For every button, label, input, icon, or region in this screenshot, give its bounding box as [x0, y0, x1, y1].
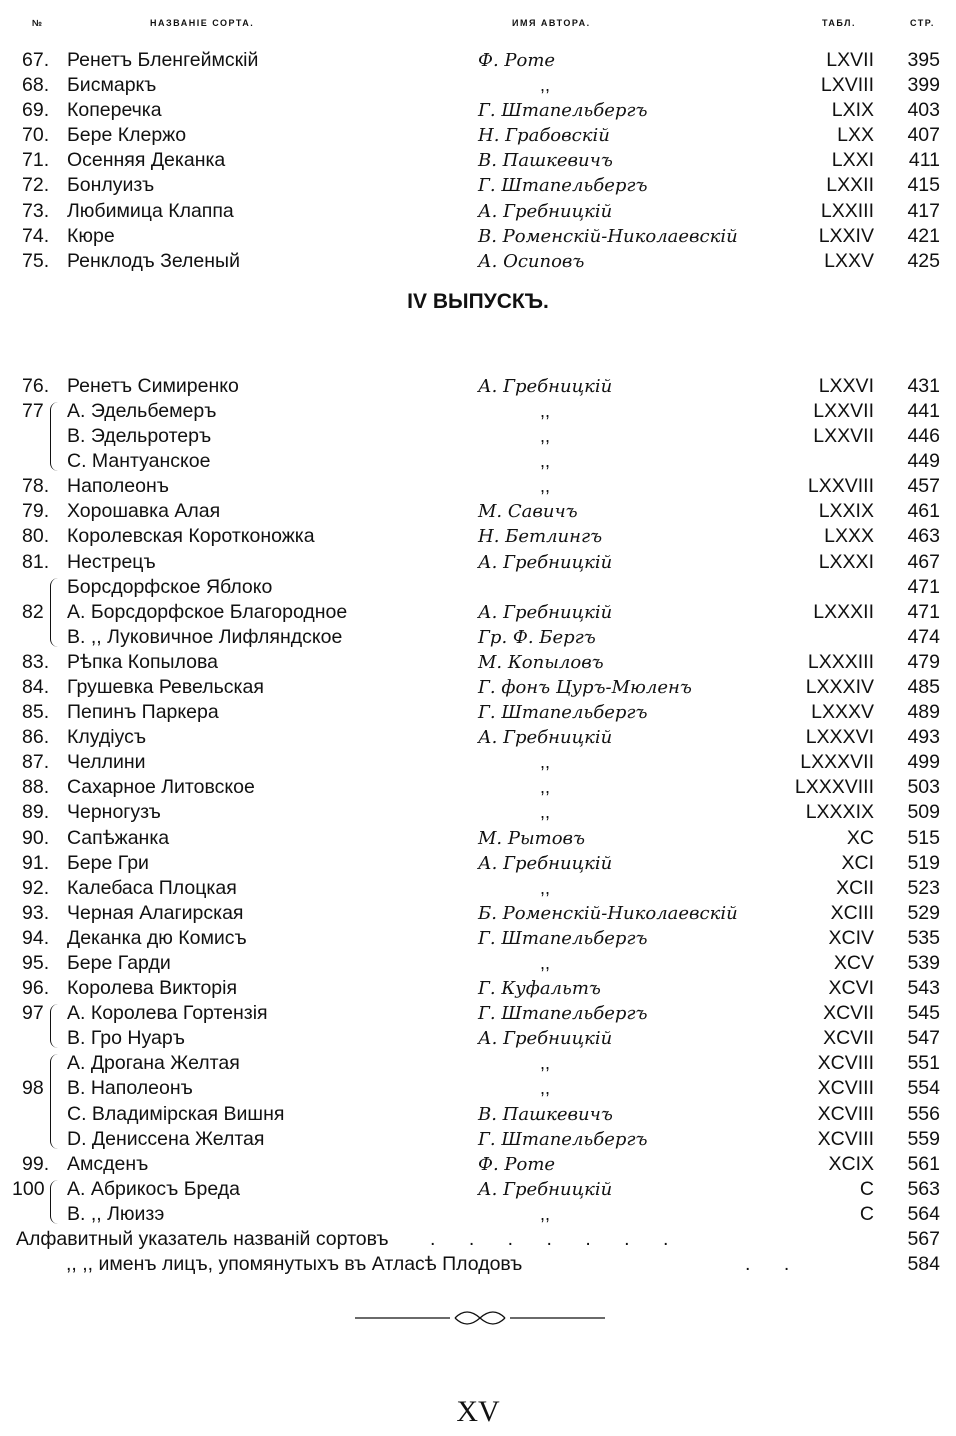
variety-name: С. Владимiрская Вишня	[67, 1102, 285, 1125]
list-item	[0, 1076, 956, 1101]
table-number: XCVIII	[817, 1102, 874, 1125]
variety-name: Ренетъ Бленгеймскiй	[67, 49, 259, 71]
variety-name: Амсденъ	[67, 1152, 149, 1175]
author-name: А. Гребницкiй	[478, 200, 613, 222]
list-item	[0, 1051, 956, 1076]
list-item	[0, 826, 956, 851]
entry-number: 88.	[22, 776, 50, 799]
variety-name: Королева Викторiя	[67, 977, 238, 1000]
list-item	[0, 851, 956, 876]
table-number: LXXXIII	[807, 650, 874, 673]
list-item	[0, 1001, 956, 1026]
entry-number: 97	[22, 1002, 44, 1025]
author-name: ,,	[540, 877, 551, 898]
author-name: ,,	[540, 426, 551, 447]
author-name: Г. Штапельбергъ	[478, 927, 648, 949]
table-number: LXXXI	[818, 550, 874, 573]
page-ref: 551	[907, 1052, 940, 1075]
page-ref: 463	[907, 525, 940, 548]
entry-number: 68.	[22, 74, 50, 97]
page-ref: 529	[907, 901, 940, 924]
table-number: XCVIII	[817, 1127, 874, 1150]
entry-number: 77	[22, 399, 44, 422]
entry-number: 87.	[22, 751, 50, 774]
author-name: В. Пашкевичъ	[478, 150, 613, 172]
entry-number: 80.	[22, 525, 50, 548]
table-number: LXXXV	[811, 701, 874, 724]
variety-name: Сапѣжанка	[67, 826, 170, 849]
page-ref: 441	[907, 399, 940, 422]
page-ref: 421	[907, 224, 940, 247]
variety-name: D. Дениссена Желтая	[67, 1127, 265, 1150]
page-ref: 457	[907, 475, 940, 498]
entry-number: 71.	[22, 149, 50, 172]
variety-name: Бере Клержо	[67, 124, 187, 147]
leader-dots: . .	[745, 1253, 804, 1276]
variety-name: В. Наполеонъ	[67, 1077, 193, 1100]
table-number: LXXVIII	[807, 475, 874, 498]
page-ref: 471	[907, 575, 940, 598]
page-ref: 485	[907, 675, 940, 698]
list-item	[0, 249, 956, 274]
entry-number: 95.	[22, 952, 50, 974]
table-number: LXXXIX	[805, 801, 874, 824]
page-ref: 461	[907, 500, 940, 523]
variety-name: Любимица Клаппа	[67, 199, 234, 222]
table-number: XCVIII	[817, 1052, 874, 1075]
list-item	[0, 901, 956, 926]
variety-name: Коперечка	[67, 99, 162, 122]
table-number: XCVII	[823, 1027, 874, 1050]
table-number: LXIX	[831, 99, 874, 122]
variety-name: С. Мантуанское	[67, 450, 211, 473]
table-number: LXXIII	[820, 199, 874, 222]
list-item	[0, 224, 956, 249]
variety-name: В. ,, Люизэ	[67, 1202, 165, 1225]
author-name: ,,	[540, 752, 551, 773]
entry-number: 93.	[22, 901, 50, 924]
table-number: LXXI	[831, 149, 874, 172]
table-number: LXXX	[824, 525, 874, 548]
page-ref: 523	[907, 876, 940, 899]
table-number: LXXXVII	[800, 751, 874, 774]
author-name: ,,	[540, 777, 551, 798]
entry-number: 92.	[22, 876, 50, 899]
entry-number: 98	[22, 1077, 44, 1100]
table-number: LXXII	[826, 174, 874, 197]
table-number: LXXVII	[813, 399, 874, 422]
page-ref: 471	[907, 600, 940, 623]
table-number: LXXXII	[813, 600, 874, 623]
author-name: Г. Штапельбергъ	[478, 702, 648, 724]
page-ref: 407	[907, 124, 940, 147]
variety-name: Рѣпка Копылова	[67, 650, 218, 673]
list-item	[0, 876, 956, 901]
page-ref: 415	[907, 174, 940, 197]
table-number: LXXXIV	[805, 675, 874, 698]
author-name: ,,	[540, 953, 551, 973]
entry-number: 85.	[22, 701, 50, 724]
page-ref: 411	[908, 149, 940, 172]
table-number: XCII	[836, 876, 874, 899]
table-number: C	[859, 1202, 874, 1225]
page-ref: 545	[907, 1002, 940, 1025]
list-item	[0, 550, 956, 575]
list-item	[0, 374, 956, 399]
page-ref: 417	[907, 199, 940, 222]
table-number: LXXV	[824, 249, 874, 272]
page-ref: 535	[907, 926, 940, 949]
variety-name: Калебаса Плоцкая	[67, 876, 237, 899]
list-item	[0, 1127, 956, 1152]
page-ref: 509	[907, 801, 940, 824]
variety-name: Ренклодъ Зеленый	[67, 249, 240, 272]
variety-name: Бере Гри	[67, 851, 149, 874]
list-item	[0, 474, 956, 499]
variety-name: Борсдорфское Яблоко	[67, 575, 273, 598]
page-ref: 503	[907, 776, 940, 799]
variety-name: Сахарное Литовское	[67, 776, 255, 799]
variety-name: Бисмаркъ	[67, 74, 157, 97]
entry-number: 90.	[22, 826, 50, 849]
entry-number: 82	[22, 600, 44, 623]
list-item	[0, 775, 956, 800]
variety-name: Королевская Коротконожка	[67, 525, 315, 548]
author-name: В. Роменскiй-Николаевскiй	[478, 225, 738, 247]
author-name: Ф. Роте	[478, 1153, 556, 1175]
table-number: XCIX	[828, 1152, 874, 1175]
header-table: ТАБЛ.	[822, 18, 856, 28]
page-ref: 519	[907, 851, 940, 874]
author-name: А. Гребницкiй	[478, 852, 613, 874]
list-item	[0, 750, 956, 775]
list-item	[0, 976, 956, 1001]
author-name: М. Копыловъ	[478, 651, 604, 673]
entry-number: 100	[12, 1177, 45, 1200]
author-name: М. Рытовъ	[478, 827, 586, 849]
author-name: А. Гребницкiй	[478, 551, 613, 573]
list-item	[0, 123, 956, 148]
list-item	[0, 1252, 956, 1277]
page-ref: 449	[907, 450, 940, 473]
table-number: XC	[846, 826, 874, 849]
table-number: C	[859, 1177, 874, 1200]
index-entry: ,, ,, именъ лицъ, упомянутыхъ въ Атласѣ Плодовъ	[66, 1253, 523, 1276]
entry-number: 99.	[22, 1152, 50, 1175]
list-item	[0, 1026, 956, 1051]
page-ref: 431	[907, 374, 940, 397]
variety-name: Бере Гарди	[67, 952, 171, 974]
author-name: Н. Грабовскiй	[478, 125, 610, 147]
list-item	[0, 1102, 956, 1127]
page-ref: 556	[907, 1102, 940, 1125]
table-number: LXVII	[826, 49, 874, 71]
header-name: НАЗВАНIЕ СОРТА.	[150, 18, 255, 28]
variety-name: Бонлуизъ	[67, 174, 155, 197]
variety-name: Клудiусъ	[67, 726, 147, 749]
table-number: LXXVI	[818, 374, 874, 397]
author-name: Г. Штапельбергъ	[478, 175, 648, 197]
list-item	[0, 600, 956, 625]
list-item	[0, 524, 956, 549]
page-ref: 559	[907, 1127, 940, 1150]
entry-number: 73.	[22, 199, 50, 222]
variety-name: Черногузъ	[67, 801, 161, 824]
entry-number: 89.	[22, 801, 50, 824]
table-number: XCVIII	[817, 1077, 874, 1100]
variety-name: А. Дрогана Желтая	[67, 1052, 240, 1075]
author-name: В. Пашкевичъ	[478, 1103, 613, 1125]
index-entry: Алфавитный указатель названiй сортовъ	[16, 1228, 389, 1251]
list-item	[0, 725, 956, 750]
header-num: №	[32, 18, 44, 28]
table-number: XCI	[841, 851, 874, 874]
author-name: Гр. Ф. Бергъ	[478, 626, 596, 648]
variety-name: Черная Алагирская	[67, 901, 244, 924]
page-ref: 403	[907, 99, 940, 122]
author-name: Г. Штапельбергъ	[478, 1003, 648, 1025]
author-name: ,,	[540, 1078, 551, 1099]
page-ref: 563	[907, 1177, 940, 1200]
author-name: А. Гребницкiй	[478, 727, 613, 749]
list-item	[0, 424, 956, 449]
entry-number: 96.	[22, 977, 50, 1000]
page-ref: 399	[907, 74, 940, 97]
table-number: XCVI	[828, 977, 874, 1000]
contents-list	[0, 48, 956, 1277]
entry-number: 78.	[22, 475, 50, 498]
list-item	[0, 650, 956, 675]
page-ref: 543	[907, 977, 940, 1000]
variety-name: Нестрецъ	[67, 550, 156, 573]
list-item	[0, 575, 956, 600]
variety-name: А. Королева Гортензiя	[67, 1002, 268, 1025]
list-item	[0, 1227, 956, 1252]
variety-name: Кюре	[67, 224, 115, 247]
section-title: IV ВЫПУСКЪ.	[407, 289, 549, 313]
author-name: А. Гребницкiй	[478, 1028, 613, 1050]
variety-name: Ренетъ Симиренко	[67, 374, 239, 397]
variety-name: А. Эдельбемеръ	[67, 399, 217, 422]
section-heading	[0, 274, 956, 374]
page-number: XV	[456, 1395, 500, 1428]
page-ref: 474	[907, 625, 940, 648]
entry-number: 67.	[22, 49, 50, 71]
list-item	[0, 1202, 956, 1227]
entry-number: 94.	[22, 926, 50, 949]
variety-name: Челлини	[67, 751, 146, 774]
entry-number: 79.	[22, 500, 50, 523]
entry-number: 70.	[22, 124, 50, 147]
variety-name: Пепинъ Паркера	[67, 701, 219, 724]
variety-name: Деканка дю Комисъ	[67, 926, 247, 949]
list-item	[0, 399, 956, 424]
page-ref: 489	[907, 701, 940, 724]
list-item	[0, 800, 956, 825]
variety-name: В. Гро Нуаръ	[67, 1027, 185, 1050]
variety-name: В. ,, Луковичное Лифляндское	[67, 625, 343, 648]
ornament-divider	[355, 1310, 605, 1326]
list-item	[0, 1177, 956, 1202]
page-ref: 561	[907, 1152, 940, 1175]
author-name: Ф. Роте	[478, 50, 556, 71]
variety-name: А. Абрикосъ Бреда	[67, 1177, 240, 1200]
list-item	[0, 48, 956, 73]
list-item	[0, 98, 956, 123]
table-number: LXXIX	[818, 500, 874, 523]
author-name: ,,	[540, 1203, 551, 1224]
leader-dots: . . . . . . .	[430, 1228, 683, 1251]
author-name: ,,	[540, 400, 551, 421]
variety-name: В. Эдельротеръ	[67, 425, 212, 448]
table-number: XCIV	[828, 926, 874, 949]
variety-name: Хорошавка Алая	[67, 500, 221, 523]
entry-number: 74.	[22, 224, 50, 247]
variety-name: Наполеонъ	[67, 475, 169, 498]
page-ref: 425	[907, 249, 940, 272]
author-name: Г. Штапельбергъ	[478, 1128, 648, 1150]
variety-name: А. Борсдорфское Благородное	[67, 600, 348, 623]
table-number: XCV	[833, 952, 874, 974]
author-name: ,,	[540, 75, 551, 96]
entry-number: 81.	[22, 550, 50, 573]
column-header	[0, 18, 956, 38]
table-number: LXXIV	[818, 224, 874, 247]
page-ref: 547	[907, 1027, 940, 1050]
list-item	[0, 1152, 956, 1177]
list-item	[0, 700, 956, 725]
table-number: XCIII	[830, 901, 874, 924]
entry-number: 75.	[22, 249, 50, 272]
page-ref: 539	[907, 952, 940, 974]
entry-number: 86.	[22, 726, 50, 749]
author-name: Г. Куфальтъ	[478, 978, 601, 1000]
author-name: ,,	[540, 802, 551, 823]
variety-name: Осенняя Деканка	[67, 149, 226, 172]
page-ref: 554	[907, 1077, 940, 1100]
list-item	[0, 449, 956, 474]
table-number: LXXVII	[813, 425, 874, 448]
author-name: А. Гребницкiй	[478, 601, 613, 623]
table-number: LXXXVI	[805, 726, 874, 749]
entry-number: 83.	[22, 650, 50, 673]
entry-number: 69.	[22, 99, 50, 122]
author-name: М. Савичъ	[478, 501, 578, 523]
page-ref: 584	[907, 1253, 940, 1276]
author-name: ,,	[540, 451, 551, 472]
entry-number: 91.	[22, 851, 50, 874]
author-name: А. Осиповъ	[478, 250, 585, 272]
page-ref: 564	[907, 1202, 940, 1225]
header-author: ИМЯ АВТОРА.	[512, 18, 591, 28]
table-number: LXX	[837, 124, 874, 147]
page-ref: 567	[907, 1228, 940, 1251]
table-number: LXVIII	[820, 74, 874, 97]
author-name: Н. Бетлингъ	[478, 526, 603, 548]
list-item	[0, 499, 956, 524]
list-item	[0, 951, 956, 976]
entry-number: 76.	[22, 374, 50, 397]
list-item	[0, 148, 956, 173]
list-item	[0, 173, 956, 198]
list-item	[0, 926, 956, 951]
author-name: Г. Штапельбергъ	[478, 100, 648, 122]
page-ref: 467	[907, 550, 940, 573]
author-name: А. Гребницкiй	[478, 1178, 613, 1200]
entry-number: 72.	[22, 174, 50, 197]
author-name: ,,	[540, 1053, 551, 1074]
header-page: СТР.	[910, 18, 935, 28]
page-ref: 395	[907, 49, 940, 71]
page-ref: 479	[907, 650, 940, 673]
list-item	[0, 199, 956, 224]
page-ref: 515	[907, 826, 940, 849]
page-ref: 493	[907, 726, 940, 749]
author-name: ,,	[540, 476, 551, 497]
author-name: Б. Роменскiй-Николаевскiй	[478, 902, 738, 924]
page-ref: 499	[907, 751, 940, 774]
entry-number: 84.	[22, 675, 50, 698]
table-number: LXXXVIII	[794, 776, 874, 799]
list-item	[0, 73, 956, 98]
page-ref: 446	[907, 425, 940, 448]
author-name: Г. фонъ Цуръ-Мюленъ	[478, 676, 692, 698]
list-item	[0, 625, 956, 650]
variety-name: Грушевка Ревельская	[67, 675, 264, 698]
author-name: А. Гребницкiй	[478, 375, 613, 397]
list-item	[0, 675, 956, 700]
table-number: XCVII	[823, 1002, 874, 1025]
